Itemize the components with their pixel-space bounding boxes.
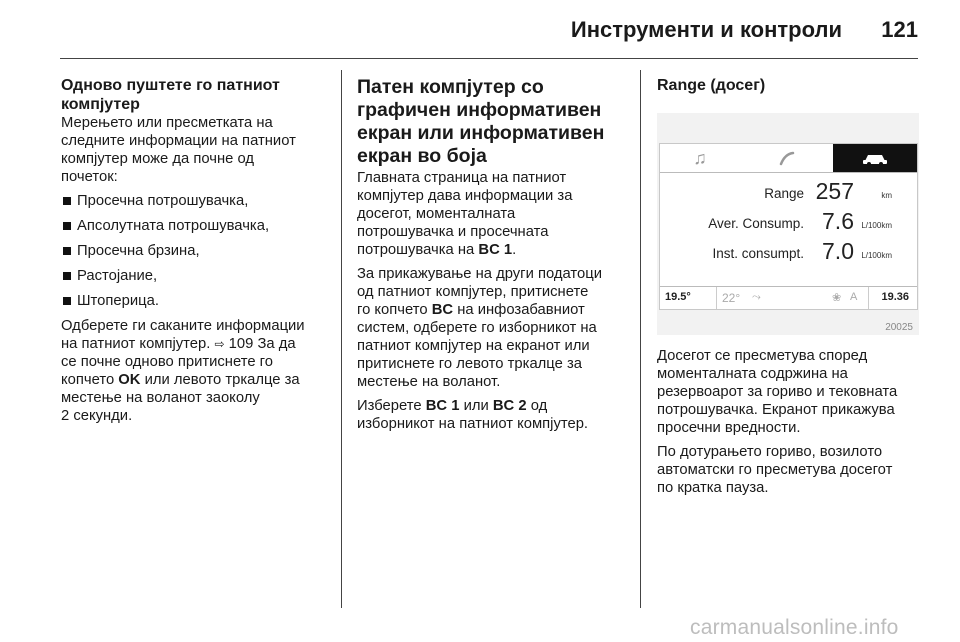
display-row-range: Range 257 km bbox=[764, 178, 892, 204]
page-number: 121 bbox=[881, 17, 918, 42]
page-title: Инструменти и контроли bbox=[570, 17, 842, 42]
bullet-icon bbox=[63, 247, 71, 255]
page-reference-icon[interactable]: ⇨ bbox=[214, 337, 225, 351]
display-row-average-consumption: Aver. Consump. 7.6 L/100km bbox=[708, 208, 892, 234]
column-1 bbox=[61, 76, 329, 431]
page-header bbox=[0, 0, 960, 60]
paragraph: По дотурањето гориво, возилото автоматски го пресметува досегот по кратка пауза. bbox=[657, 444, 893, 496]
fan-icon: ❀ bbox=[832, 292, 842, 304]
column-3 bbox=[657, 76, 919, 503]
car-icon bbox=[833, 144, 917, 172]
watermark: carmanualsonline.info bbox=[690, 616, 899, 639]
column-divider bbox=[341, 70, 342, 608]
section-heading-reset: Одново пуштете го патниот компјутер bbox=[61, 77, 280, 113]
airflow-icon: ⤳ bbox=[752, 291, 761, 303]
display-tabs bbox=[660, 144, 917, 173]
list-item: Просечна брзина, bbox=[61, 242, 329, 260]
paragraph: За прикажување на други податоци од патниот компјутер, притиснете го копчето BC на инфозабавниот систем, одберете го изборникот на патниот компјутер на екранот или притиснете го левото тркалце за местење на воланот. bbox=[357, 266, 602, 390]
phone-icon bbox=[742, 144, 832, 172]
bullet-icon bbox=[63, 272, 71, 280]
figure-number: 20025 bbox=[885, 322, 913, 333]
section-heading-range: Range (досег) bbox=[657, 77, 766, 94]
column-divider bbox=[640, 70, 641, 608]
list-item: Штоперица. bbox=[61, 292, 329, 310]
section-heading-trip-computer: Патен компјутер со графичен информативен екран или информативен екран во боја bbox=[357, 76, 605, 167]
bullet-icon bbox=[63, 297, 71, 305]
display-row-instant-consumption: Inst. consumpt. 7.0 L/100km bbox=[712, 238, 892, 264]
list-item: Просечна потрошувачка, bbox=[61, 192, 329, 210]
auto-label: A bbox=[850, 291, 858, 303]
paragraph: Досегот се пресметува според моменталната содржина на резервоарот за гориво и тековната потрошувачка. Екранот прикажува просечни вредности. bbox=[657, 348, 898, 436]
music-note-icon: ♫ bbox=[693, 148, 707, 168]
set-temperature: 22° bbox=[722, 291, 741, 305]
paragraph: Главната страница на патниот компјутер дава информации за досегот, моменталната потрошувачка и просечната потрошувачка на BC 1. bbox=[357, 170, 573, 258]
paragraph: Изберете BC 1 или BC 2 од изборникот на патниот компјутер. bbox=[357, 398, 589, 432]
column-2 bbox=[357, 76, 625, 439]
list-item: Растојание, bbox=[61, 267, 329, 285]
display-status-bar bbox=[660, 286, 917, 309]
info-display-screen bbox=[659, 143, 918, 310]
list-item: Апсолутната потрошувачка, bbox=[61, 217, 329, 235]
header-divider bbox=[60, 58, 918, 59]
bullet-icon bbox=[63, 222, 71, 230]
paragraph: Мерењето или пресметката на следните информации на патниот компјутер може да почне од почеток: bbox=[61, 115, 296, 185]
paragraph: Одберете ги саканите информации на патниот компјутер. ⇨ 109 За да се почне одново притиснете го копчето OK или левото тркалце за местење на воланот заоколу 2 секунди. bbox=[61, 318, 305, 424]
display-figure bbox=[657, 113, 919, 335]
outside-temperature: 19.5° bbox=[665, 291, 691, 303]
page-reference[interactable]: 109 bbox=[228, 336, 254, 352]
bullet-icon bbox=[63, 197, 71, 205]
clock-time: 19.36 bbox=[881, 291, 909, 303]
